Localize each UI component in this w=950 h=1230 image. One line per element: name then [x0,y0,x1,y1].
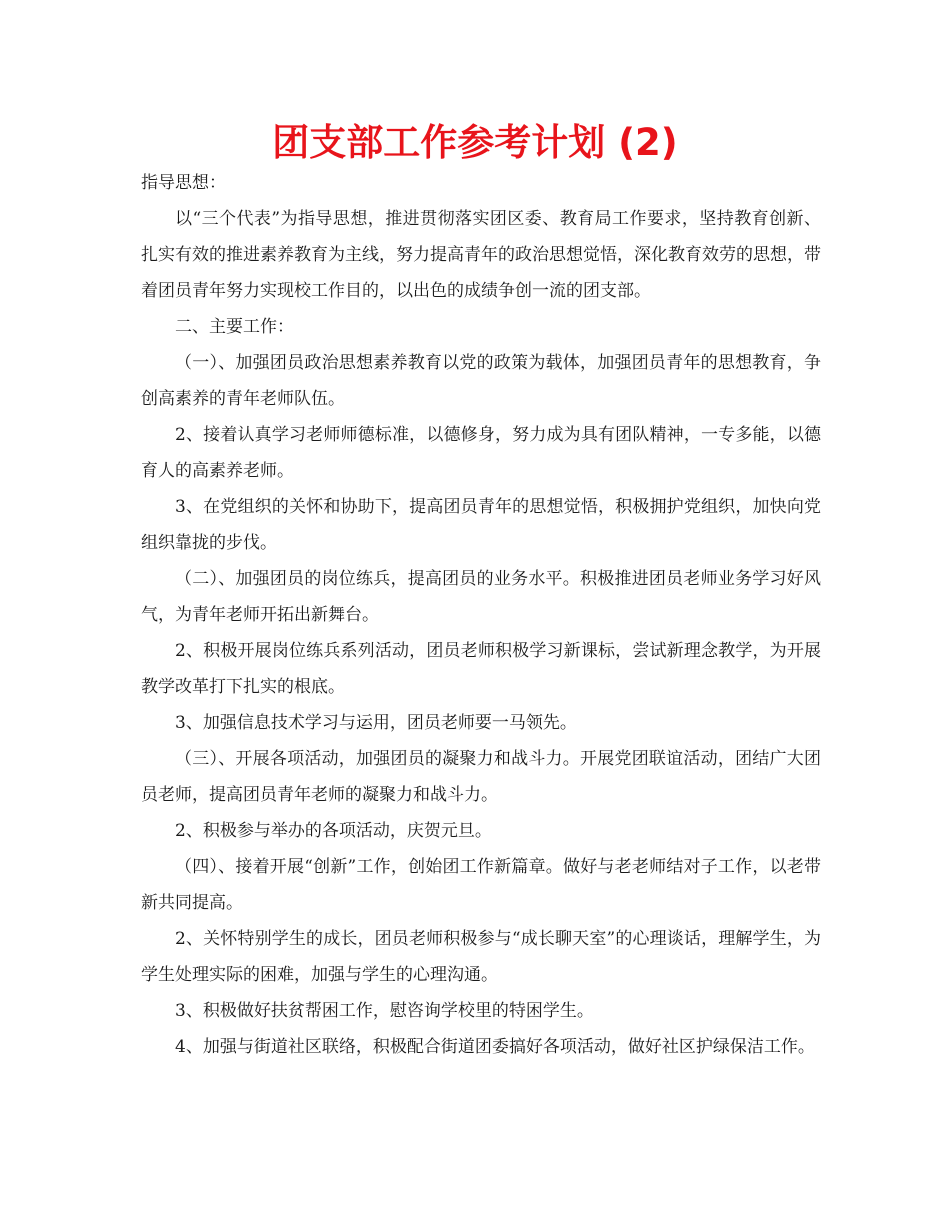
paragraph-guiding-thought: 以“三个代表”为指导思想，推进贯彻落实团区委、教育局工作要求，坚持教育创新、扎实有效的推进素养教育为主线，努力提高青年的政治思想觉悟，深化教育效劳的思想，带着团员青年努力实现校工作目的，以出色的成绩争创一流的团支部。 [141,209,821,301]
paragraph-item-1-3: 3、在党组织的关怀和协助下，提高团员青年的思想觉悟，积极拥护党组织，加快向党组织靠拢的步伐。 [141,497,821,553]
paragraph-item-3: （三）、开展各项活动，加强团员的凝聚力和战斗力。开展党团联谊活动，团结广大团员老师，提高团员青年老师的凝聚力和战斗力。 [141,749,821,805]
paragraph-item-4-2: 2、关怀特别学生的成长，团员老师积极参与“成长聊天室”的心理谈话，理解学生，为学生处理实际的困难，加强与学生的心理沟通。 [141,929,821,985]
section-heading-guiding-thought: 指导思想： [141,173,226,193]
paragraph-item-2-3: 3、加强信息技术学习与运用，团员老师要一马领先。 [175,713,577,733]
paragraph-item-2-2: 2、积极开展岗位练兵系列活动，团员老师积极学习新课标，尝试新理念教学，为开展教学改革打下扎实的根底。 [141,641,821,697]
paragraph-item-1: （一）、加强团员政治思想素养教育以党的政策为载体，加强团员青年的思想教育，争创高素养的青年老师队伍。 [141,353,821,409]
paragraph-item-1-2: 2、接着认真学习老师师德标准，以德修身，努力成为具有团队精神，一专多能，以德育人的高素养老师。 [141,425,821,481]
paragraph-item-4-4: 4、加强与街道社区联络，积极配合街道团委搞好各项活动，做好社区护绿保洁工作。 [175,1037,815,1057]
paragraph-item-2: （二）、加强团员的岗位练兵，提高团员的业务水平。积极推进团员老师业务学习好风气，为青年老师开拓出新舞台。 [141,569,821,625]
document-body [141,165,821,1065]
paragraph-item-4: （四）、接着开展“创新”工作，创始团工作新篇章。做好与老老师结对子工作，以老带新共同提高。 [141,857,821,913]
document-title: 团支部工作参考计划 (2) [272,121,678,164]
section-heading-main-work: 二、主要工作： [175,317,294,337]
paragraph-item-4-3: 3、积极做好扶贫帮困工作，慰咨询学校里的特困学生。 [175,1001,594,1021]
paragraph-item-3-2: 2、积极参与举办的各项活动，庆贺元旦。 [175,821,492,841]
